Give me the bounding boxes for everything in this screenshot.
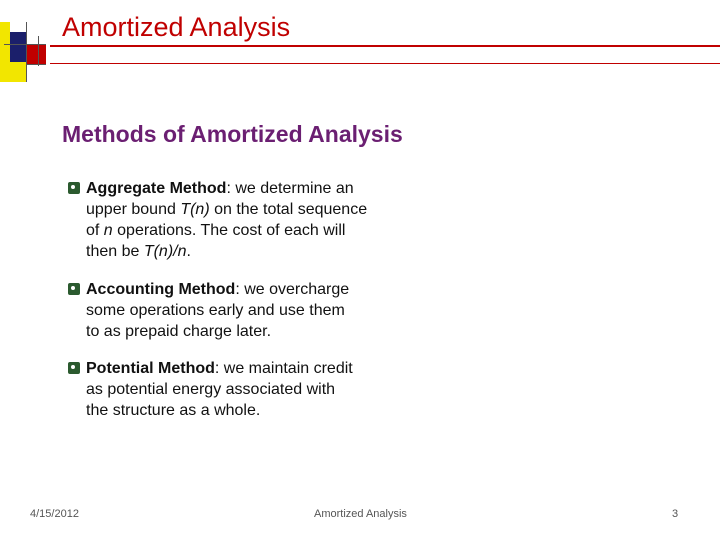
bullet-text: the structure as a whole. (86, 402, 261, 419)
bullet-potential-method (68, 358, 428, 421)
bullet-term: Aggregate Method (86, 180, 227, 197)
bullet-text: . (186, 243, 191, 260)
bullet-math: T(n)/n (143, 243, 187, 260)
bullet-math: n (103, 222, 113, 239)
footer-title: Amortized Analysis (314, 508, 407, 520)
page-number: 3 (672, 508, 679, 520)
header-rule (50, 45, 720, 47)
bullet-text: : we overcharge (235, 281, 350, 298)
header-rule-lower (50, 63, 720, 64)
bullet-text: operations. The cost of each will (112, 222, 346, 239)
bullet-text: : we maintain credit (214, 360, 353, 377)
bullet-aggregate-method (68, 178, 428, 262)
bullet-term: Potential Method (86, 360, 215, 377)
bullet-text: of (86, 222, 104, 239)
bullet-text: upper bound (86, 201, 181, 218)
bullet-math: T(n) (180, 201, 210, 218)
bullet-marker-icon (68, 362, 80, 374)
bullet-accounting-method (68, 279, 428, 342)
header-title: Amortized Analysis (62, 12, 291, 42)
footer-date: 4/15/2012 (30, 508, 79, 520)
bullet-marker-icon (68, 182, 80, 194)
bullet-term: Accounting Method (86, 281, 236, 298)
bullet-text: to as prepaid charge later. (86, 323, 272, 340)
bullet-text: : we determine an (226, 180, 354, 197)
bullet-text: then be (86, 243, 144, 260)
bullet-text: on the total sequence (209, 201, 368, 218)
bullet-text: some operations early and use them (86, 302, 345, 319)
slide-title: Methods of Amortized Analysis (62, 121, 403, 147)
bullet-marker-icon (68, 283, 80, 295)
bullet-text: as potential energy associated with (86, 381, 336, 398)
slide-logo-blocks (0, 0, 50, 82)
